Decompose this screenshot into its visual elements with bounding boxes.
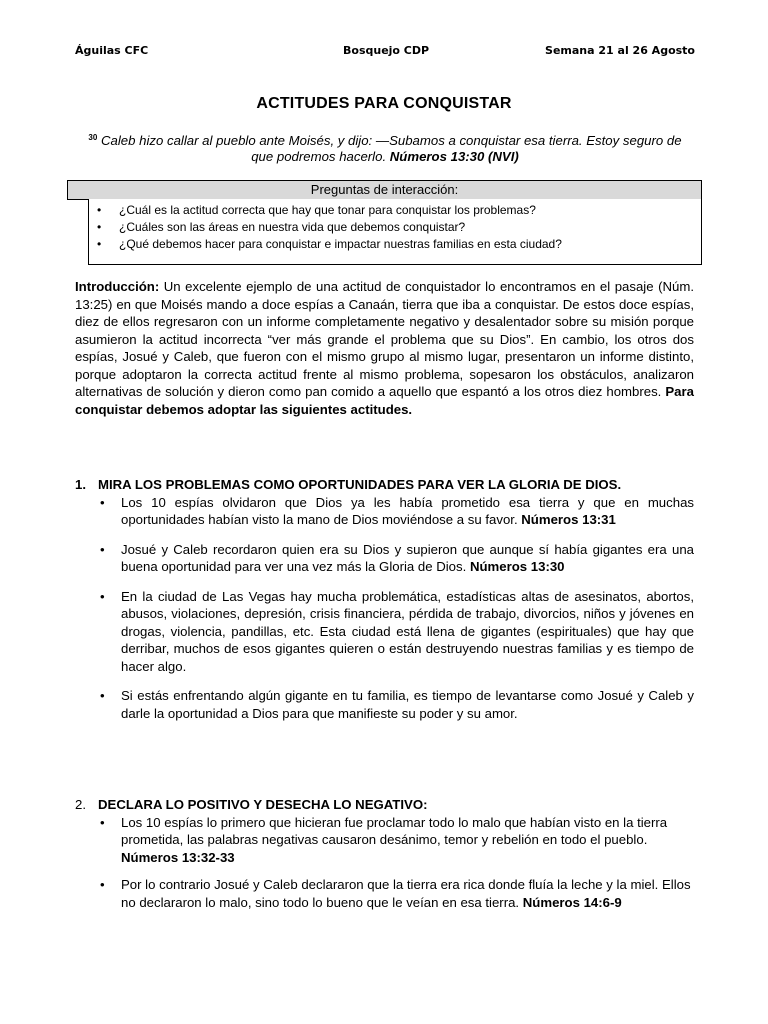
section-title: MIRA LOS PROBLEMAS COMO OPORTUNIDADES PARA VER LA GLORIA DE DIOS. [98,477,622,492]
section-number: 2. [75,797,86,812]
questions-list [89,199,701,253]
question-text: ¿Qué debemos hacer para conquistar e impactar nuestras familias en esta ciudad? [119,237,562,251]
section-point [75,541,694,576]
bullet-icon: • [100,814,105,830]
section-number: 1. [75,477,86,492]
point-reference: Números 13:30 [469,559,565,574]
page-header [75,44,695,60]
question-item [89,219,701,236]
point-reference: Números 14:6-9 [522,894,622,910]
point-text: Josué y Caleb recordaron quien era su Dios y supieron que aunque sí había gigantes era una buena oportunidad para ver una vez más la Gloria de Dios. [121,541,694,574]
header-document-type: Bosquejo CDP [343,44,430,57]
header-week-range: Semana 21 al 26 Agosto [545,44,695,57]
questions-box [88,199,702,265]
verse-number: 30 [88,133,98,142]
intro-text: Un excelente ejemplo de una actitud de conquistador lo encontramos en el pasaje (Núm. 13:25) en que Moisés mando a doce espías a Canaán, tierra que iba a conquistar. De estos doce espías, diez de ellos regresaron con un informe completamente negativo y desalentador sobre su misión porque asumieron la actitud incorrecta “ver más grande el problema que su Dios”. En cambio, los otros dos espías, Josué y Caleb, que fueron con el mismo grupo al mismo lugar, presentaron un informe distinto, porque adoptaron la correcta actitud frente al mismo problema, sopesaron los obstáculos, analizaron alternativas de solución y dieron como pan comido a aquello que espantó a los otros diez hombres. [75,279,694,399]
bullet-icon: • [100,494,105,510]
header-group-name: Águilas CFC [75,44,149,57]
point-text: En la ciudad de Las Vegas hay mucha problemática, estadísticas altas de asesinatos, abortos, abusos, violaciones, depresión, crisis financiera, pérdida de trabajo, divorcios, niños y jóvenes en drogas, violencia, pandillas, etc. Esta ciudad está llena de gigantes (espirituales) que hay que derribar, muchos de esos gigantes quieren o están destruyendo nuestras familias y es tiempo de hacer algo. [121,588,694,674]
section-point [75,687,694,722]
section-point [75,876,694,911]
bullet-icon: • [97,220,102,234]
point-text: Si estás enfrentando algún gigante en tu familia, es tiempo de levantarse como Josué y Caleb y darle la oportunidad a Dios para que manifieste su poder y su amor. [121,688,694,721]
point-reference: Números 13:31 [521,512,616,527]
question-text: ¿Cuáles son las áreas en nuestra vida que debemos conquistar? [119,220,466,234]
bullet-icon: • [100,877,105,892]
point-reference: Números 13:32-33 [121,849,235,865]
bullet-icon: • [97,203,102,217]
bullet-icon: • [100,688,105,703]
verse-text: Caleb hizo callar al pueblo ante Moisés, y dijo: —Subamos a conquistar esa tierra. Estoy seguro de que podremos hacerlo. [101,133,682,164]
point-text: Los 10 espías lo primero que hicieran fue proclamar todo lo malo que habían visto en la tierra prometida, las palabras negativas causaron desánimo, temor y rebelión en todo el pueblo. [121,814,668,847]
document-title: ACTITUDES PARA CONQUISTAR [256,95,512,112]
question-item [89,202,701,219]
introduction-paragraph [75,278,694,418]
section-title: DECLARA LO POSITIVO Y DESECHA LO NEGATIVO: [98,797,428,812]
questions-header: Preguntas de interacción: [67,180,702,200]
verse-reference: Números 13:30 (NVI) [389,149,519,164]
point-text: Por lo contrario Josué y Caleb declararon que la tierra era rica donde fluía la leche y la miel. Ellos no declararon lo malo, sino todo lo bueno que le veían en esa tierra. [121,877,691,910]
section-2 [75,796,694,921]
point-text: Los 10 espías olvidaron que Dios ya les había prometido esa tierra y que en muchas oportunidades habían visto la mano de Dios moviéndose a su favor. [121,494,694,527]
section-1 [75,476,694,734]
section-point [75,588,694,676]
intro-label: Introducción: [75,279,160,294]
question-item [89,236,701,253]
key-verse [80,130,690,165]
section-points [75,494,694,723]
section-point [75,494,694,529]
section-points [75,814,694,912]
section-point [75,814,694,867]
bullet-icon: • [100,541,105,557]
question-text: ¿Cuál es la actitud correcta que hay que tonar para conquistar los problemas? [119,203,536,217]
bullet-icon: • [97,237,102,251]
bullet-icon: • [100,588,105,604]
intro-closing: Para conquistar debemos adoptar las siguientes actitudes. [75,384,694,417]
